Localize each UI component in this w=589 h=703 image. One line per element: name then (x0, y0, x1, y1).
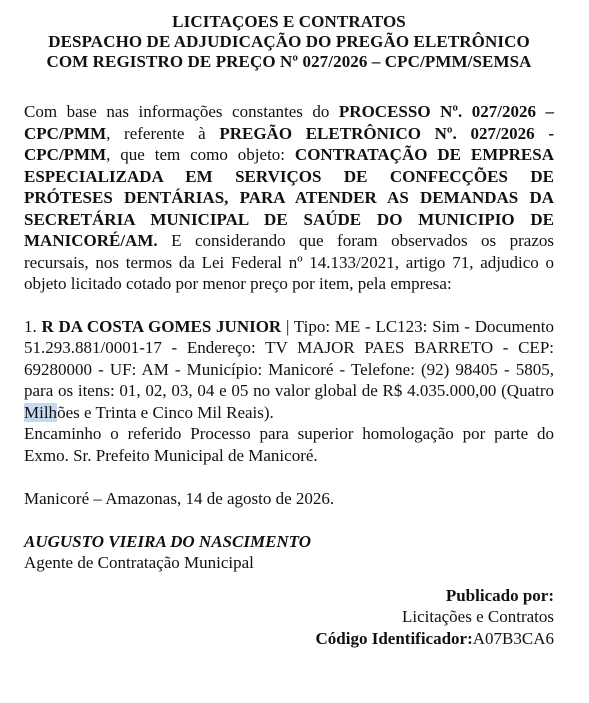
intro-text-2: , referente à (106, 123, 220, 143)
intro-text-3: , que tem como objeto: (106, 145, 295, 164)
signatory-name: AUGUSTO VIEIRA DO NASCIMENTO (24, 531, 312, 551)
identifier-line (24, 628, 554, 650)
intro-text-1: Com base nas informações constantes do (24, 102, 339, 121)
place-date: Manicoré – Amazonas, 14 de agosto de 2026. (24, 489, 335, 508)
document-page (24, 12, 554, 649)
identifier-code: A07B3CA6 (472, 628, 554, 648)
identifier-label: Código Identificador: (315, 628, 473, 648)
pregao-number: PREGÃO ELETRÔNICO Nº. 027/2026 - CPC/PMM (24, 123, 554, 164)
contract-object: CONTRATAÇÃO DE EMPRESA ESPECIALIZADA EM SERVIÇOS DE CONFECÇÕES DE PRÓTESES DENTÁRIAS, PARA ATENDER AS DEMANDAS DA SECRETÁRIA MUNICIPAL DE SAÚDE DO MUNICIPIO DE MANICORÉ/AM. (24, 145, 554, 250)
published-by-label: Publicado por: (445, 585, 554, 605)
item-text-1: | Tipo: ME - LC123: Sim - Documento 51.293.881/0001-17 - Endereço: TV MAJOR PAES BARRETO - CEP: 69280000 - UF: AM - Município: Manicoré - Telefone: (92) 98405 - 5805, para os itens: 01, 02, 03, 04 e 05 no valor global de R$ 4.035.000,00 (Quatro (24, 316, 555, 400)
text-selection-highlight[interactable]: Milh (24, 402, 58, 422)
intro-paragraph (24, 101, 554, 295)
published-by-org: Licitações e Contratos (401, 607, 554, 626)
company-name: R DA COSTA GOMES JUNIOR (41, 316, 282, 336)
item-number: 1. (24, 316, 42, 336)
header-line-2: DESPACHO DE ADJUDICAÇÃO DO PREGÃO ELETRÔNICO (48, 32, 530, 51)
award-item (24, 316, 554, 424)
item-text-2: ões e Trinta e Cinco Mil Reais). (57, 402, 274, 422)
forward-paragraph: Encaminho o referido Processo para superior homologação por parte do Exmo. Sr. Prefeito Municipal de Manicoré. (24, 424, 554, 465)
signatory-role: Agente de Contratação Municipal (24, 552, 254, 572)
header-line-1: LICITAÇOES E CONTRATOS (172, 12, 406, 31)
process-number: PROCESSO Nº. 027/2026 – CPC/PMM (24, 102, 554, 143)
header-line-3: COM REGISTRO DE PREÇO Nº 027/2026 – CPC/PMM/SEMSA (46, 52, 532, 71)
intro-text-4: E considerando que foram observados os prazos recursais, nos termos da Lei Federal nº 14.133/2021, artigo 71, adjudico o objeto licitado cotado por menor preço por item, pela empresa: (24, 231, 554, 293)
